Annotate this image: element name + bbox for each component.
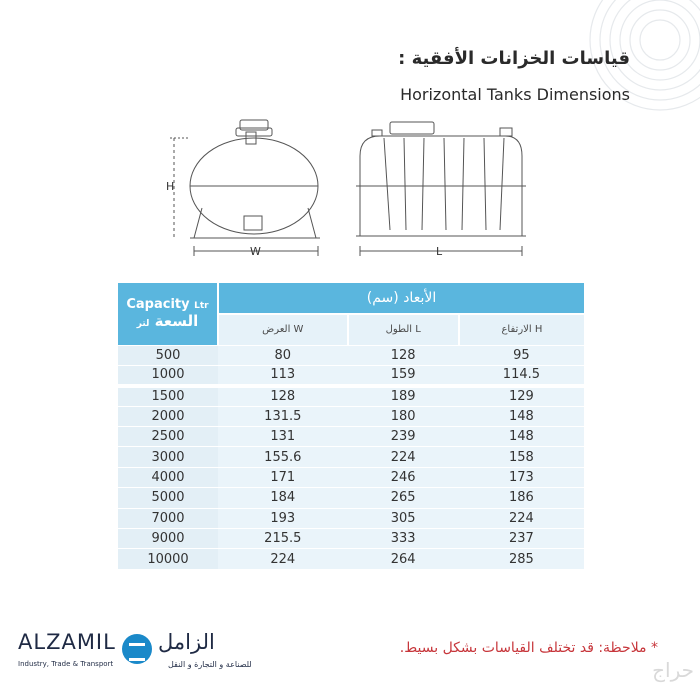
length-cell: 246 bbox=[348, 467, 459, 487]
capacity-ar: السعة bbox=[154, 312, 199, 331]
tank-front-view bbox=[356, 122, 526, 256]
watermark: حراج bbox=[652, 658, 694, 682]
dimensions-table bbox=[118, 283, 584, 569]
capacity-cell: 1500 bbox=[118, 386, 218, 406]
length-cell: 159 bbox=[348, 365, 459, 385]
width-cell: 224 bbox=[218, 549, 348, 569]
label-w: W bbox=[250, 245, 261, 258]
tank-side-view bbox=[170, 120, 320, 256]
length-header: الطول L bbox=[348, 314, 459, 345]
logo-tagline-ar: للصناعة و التجارة و النقل bbox=[168, 660, 252, 669]
width-cell: 131 bbox=[218, 427, 348, 447]
length-cell: 265 bbox=[348, 488, 459, 508]
capacity-cell: 3000 bbox=[118, 447, 218, 467]
width-cell: 113 bbox=[218, 365, 348, 385]
length-cell: 189 bbox=[348, 386, 459, 406]
table-row bbox=[118, 386, 584, 406]
length-cell: 264 bbox=[348, 549, 459, 569]
note-asterisk: * bbox=[651, 640, 658, 656]
title-english: Horizontal Tanks Dimensions bbox=[400, 85, 630, 104]
table-row bbox=[118, 427, 584, 447]
width-cell: 80 bbox=[218, 345, 348, 365]
width-cell: 184 bbox=[218, 488, 348, 508]
length-cell: 128 bbox=[348, 345, 459, 365]
table-row bbox=[118, 529, 584, 549]
capacity-cell: 4000 bbox=[118, 467, 218, 487]
width-cell: 193 bbox=[218, 508, 348, 528]
width-cell: 131.5 bbox=[218, 406, 348, 426]
capacity-cell: 2000 bbox=[118, 406, 218, 426]
dimensions-header: الأبعاد (سم) bbox=[218, 283, 584, 314]
height-cell: 114.5 bbox=[459, 365, 584, 385]
tank-drawings bbox=[160, 118, 540, 268]
table-row bbox=[118, 406, 584, 426]
capacity-cell: 2500 bbox=[118, 427, 218, 447]
height-cell: 186 bbox=[459, 488, 584, 508]
table-row bbox=[118, 447, 584, 467]
title-arabic: قياسات الخزانات الأفقية : bbox=[398, 48, 630, 69]
label-l: L bbox=[436, 245, 443, 258]
capacity-cell: 1000 bbox=[118, 365, 218, 385]
width-cell: 171 bbox=[218, 467, 348, 487]
capacity-cell: 7000 bbox=[118, 508, 218, 528]
table-row bbox=[118, 345, 584, 365]
capacity-en: Capacity bbox=[126, 297, 190, 313]
height-cell: 95 bbox=[459, 345, 584, 365]
length-cell: 224 bbox=[348, 447, 459, 467]
height-cell: 237 bbox=[459, 529, 584, 549]
length-cell: 239 bbox=[348, 427, 459, 447]
height-cell: 224 bbox=[459, 508, 584, 528]
label-h: H bbox=[166, 180, 175, 193]
capacity-cell: 500 bbox=[118, 345, 218, 365]
capacity-header bbox=[118, 283, 218, 345]
height-cell: 285 bbox=[459, 549, 584, 569]
note-text: ملاحظة: قد تختلف القياسات بشكل بسيط. bbox=[399, 640, 647, 656]
logo-tagline-en: Industry, Trade & Transport bbox=[18, 660, 114, 668]
logo-mark-icon bbox=[122, 634, 152, 664]
length-cell: 305 bbox=[348, 508, 459, 528]
capacity-cell: 9000 bbox=[118, 529, 218, 549]
alzamil-logo bbox=[18, 630, 278, 680]
capacity-ar-unit: لتر bbox=[136, 319, 150, 330]
logo-name-ar: الزامل bbox=[158, 630, 215, 654]
height-cell: 148 bbox=[459, 406, 584, 426]
capacity-en-unit: Ltr bbox=[194, 301, 209, 312]
height-cell: 158 bbox=[459, 447, 584, 467]
capacity-cell: 10000 bbox=[118, 549, 218, 569]
length-cell: 333 bbox=[348, 529, 459, 549]
width-cell: 215.5 bbox=[218, 529, 348, 549]
height-cell: 173 bbox=[459, 467, 584, 487]
width-cell: 155.6 bbox=[218, 447, 348, 467]
logo-name-en: ALZAMIL bbox=[18, 630, 116, 654]
height-cell: 129 bbox=[459, 386, 584, 406]
capacity-cell: 5000 bbox=[118, 488, 218, 508]
height-header: الارتفاع H bbox=[459, 314, 584, 345]
table-row bbox=[118, 488, 584, 508]
length-cell: 180 bbox=[348, 406, 459, 426]
table-row bbox=[118, 467, 584, 487]
table-row bbox=[118, 508, 584, 528]
width-header: العرض W bbox=[218, 314, 348, 345]
dimensions-note bbox=[400, 640, 658, 656]
table-row bbox=[118, 365, 584, 385]
table-row bbox=[118, 549, 584, 569]
height-cell: 148 bbox=[459, 427, 584, 447]
width-cell: 128 bbox=[218, 386, 348, 406]
